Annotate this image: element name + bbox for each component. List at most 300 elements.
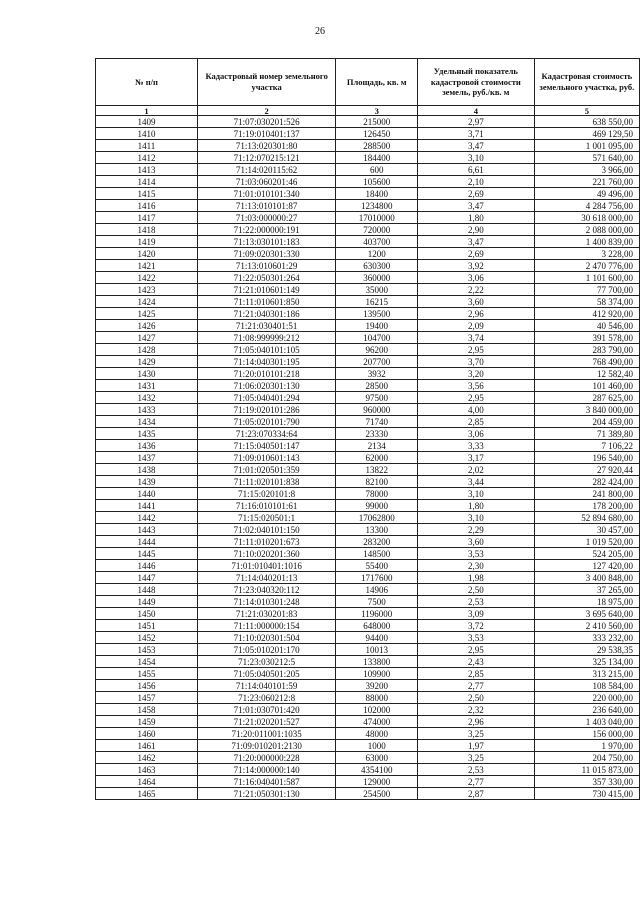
table-row — [96, 740, 640, 752]
cell-cadastral-value: 1 001 095,00 — [534, 140, 639, 152]
table-row — [96, 500, 640, 512]
table-row — [96, 716, 640, 728]
cell-cadastral-number: 71:14:040301:195 — [197, 356, 335, 368]
cell-unit-value: 3,47 — [418, 140, 535, 152]
table-row — [96, 116, 640, 128]
cell-area: 184400 — [336, 152, 418, 164]
cell-unit-value: 2,85 — [418, 668, 535, 680]
table-row — [96, 620, 640, 632]
cell-index: 1443 — [96, 524, 198, 536]
cell-index: 1425 — [96, 308, 198, 320]
table-row — [96, 704, 640, 716]
cell-index: 1462 — [96, 752, 198, 764]
cell-index: 1449 — [96, 596, 198, 608]
cell-cadastral-value: 58 374,00 — [534, 296, 639, 308]
cell-unit-value: 3,06 — [418, 428, 535, 440]
cell-index: 1448 — [96, 584, 198, 596]
cell-area: 39200 — [336, 680, 418, 692]
table-row — [96, 632, 640, 644]
table-row — [96, 128, 640, 140]
cell-cadastral-value: 3 400 848,00 — [534, 572, 639, 584]
cell-cadastral-value: 12 582,40 — [534, 368, 639, 380]
table-row — [96, 488, 640, 500]
cell-cadastral-number: 71:01:010401:1016 — [197, 560, 335, 572]
cell-cadastral-number: 71:09:020301:330 — [197, 248, 335, 260]
table-row — [96, 416, 640, 428]
cell-unit-value: 2,43 — [418, 656, 535, 668]
cell-cadastral-value: 391 578,00 — [534, 332, 639, 344]
table-row — [96, 608, 640, 620]
table-row — [96, 644, 640, 656]
cell-index: 1426 — [96, 320, 198, 332]
cell-area: 13300 — [336, 524, 418, 536]
cell-index: 1455 — [96, 668, 198, 680]
cell-cadastral-value: 127 420,00 — [534, 560, 639, 572]
cell-index: 1437 — [96, 452, 198, 464]
cell-cadastral-value: 524 205,00 — [534, 548, 639, 560]
cell-cadastral-value: 204 459,00 — [534, 416, 639, 428]
cell-unit-value: 3,33 — [418, 440, 535, 452]
cell-unit-value: 2,53 — [418, 764, 535, 776]
cell-cadastral-value: 4 284 756,00 — [534, 200, 639, 212]
cell-cadastral-number: 71:03:060201:46 — [197, 176, 335, 188]
cell-unit-value: 3,92 — [418, 260, 535, 272]
table-row — [96, 224, 640, 236]
cell-index: 1409 — [96, 116, 198, 128]
cell-cadastral-number: 71:05:040401:294 — [197, 392, 335, 404]
cell-cadastral-value: 283 790,00 — [534, 344, 639, 356]
cell-cadastral-value: 178 200,00 — [534, 500, 639, 512]
cell-index: 1463 — [96, 764, 198, 776]
cell-index: 1447 — [96, 572, 198, 584]
cell-area: 1234800 — [336, 200, 418, 212]
cell-index: 1420 — [96, 248, 198, 260]
cell-cadastral-value: 77 700,00 — [534, 284, 639, 296]
cell-cadastral-number: 71:05:040101:105 — [197, 344, 335, 356]
cell-area: 17010000 — [336, 212, 418, 224]
cell-area: 630300 — [336, 260, 418, 272]
cell-cadastral-value: 282 424,00 — [534, 476, 639, 488]
cell-unit-value: 3,53 — [418, 632, 535, 644]
cell-cadastral-number: 71:21:030201:83 — [197, 608, 335, 620]
cell-cadastral-number: 71:16:040401:587 — [197, 776, 335, 788]
cell-unit-value: 6,61 — [418, 164, 535, 176]
cell-cadastral-value: 49 496,00 — [534, 188, 639, 200]
cell-unit-value: 3,74 — [418, 332, 535, 344]
cell-cadastral-value: 325 134,00 — [534, 656, 639, 668]
cell-cadastral-number: 71:09:010201:2130 — [197, 740, 335, 752]
cell-index: 1464 — [96, 776, 198, 788]
cell-cadastral-number: 71:23:030212:5 — [197, 656, 335, 668]
cell-unit-value: 3,10 — [418, 152, 535, 164]
cell-unit-value: 3,06 — [418, 272, 535, 284]
cell-index: 1429 — [96, 356, 198, 368]
cell-cadastral-value: 730 415,00 — [534, 788, 639, 800]
cell-area: 17062800 — [336, 512, 418, 524]
cell-cadastral-number: 71:19:020101:286 — [197, 404, 335, 416]
table-row — [96, 680, 640, 692]
cell-cadastral-number: 71:14:010301:248 — [197, 596, 335, 608]
cell-unit-value: 3,56 — [418, 380, 535, 392]
cell-cadastral-value: 196 540,00 — [534, 452, 639, 464]
cell-area: 97500 — [336, 392, 418, 404]
cell-index: 1416 — [96, 200, 198, 212]
table-row — [96, 332, 640, 344]
cell-area: 88000 — [336, 692, 418, 704]
cell-cadastral-number: 71:07:030201:526 — [197, 116, 335, 128]
cell-area: 94400 — [336, 632, 418, 644]
cell-area: 10013 — [336, 644, 418, 656]
cell-index: 1446 — [96, 560, 198, 572]
table-row — [96, 524, 640, 536]
cell-cadastral-number: 71:09:010601:143 — [197, 452, 335, 464]
cell-cadastral-number: 71:01:020501:359 — [197, 464, 335, 476]
cell-index: 1451 — [96, 620, 198, 632]
cell-unit-value: 3,10 — [418, 512, 535, 524]
cell-index: 1433 — [96, 404, 198, 416]
cell-index: 1431 — [96, 380, 198, 392]
header-unit-value: Удельный показатель кадастровой стоимости земель, руб./кв. м — [418, 59, 535, 106]
cell-index: 1465 — [96, 788, 198, 800]
header-cadastral-number: Кадастровый номер земельного участка — [197, 59, 335, 106]
cell-cadastral-number: 71:21:050301:130 — [197, 788, 335, 800]
cell-unit-value: 3,60 — [418, 296, 535, 308]
cell-cadastral-number: 71:11:000000:154 — [197, 620, 335, 632]
table-row — [96, 548, 640, 560]
cell-unit-value: 2,69 — [418, 248, 535, 260]
cell-cadastral-number: 71:21:020201:527 — [197, 716, 335, 728]
cell-unit-value: 4,00 — [418, 404, 535, 416]
cell-cadastral-number: 71:23:070334:64 — [197, 428, 335, 440]
cell-cadastral-number: 71:21:030401:51 — [197, 320, 335, 332]
column-number: 5 — [534, 106, 639, 116]
header-cadastral-value: Кадастровая стоимость земельного участка, руб. — [534, 59, 639, 106]
cell-cadastral-value: 3 840 000,00 — [534, 404, 639, 416]
cell-area: 82100 — [336, 476, 418, 488]
cell-area: 14906 — [336, 584, 418, 596]
cell-area: 62000 — [336, 452, 418, 464]
table-body — [96, 116, 640, 800]
cell-cadastral-value: 30 618 000,00 — [534, 212, 639, 224]
cell-unit-value: 2,96 — [418, 716, 535, 728]
cell-unit-value: 2,77 — [418, 776, 535, 788]
cell-area: 2134 — [336, 440, 418, 452]
cell-area: 139500 — [336, 308, 418, 320]
cell-unit-value: 3,60 — [418, 536, 535, 548]
table-row — [96, 752, 640, 764]
cell-index: 1424 — [96, 296, 198, 308]
cell-area: 283200 — [336, 536, 418, 548]
cell-cadastral-number: 71:11:010201:673 — [197, 536, 335, 548]
cell-unit-value: 2,22 — [418, 284, 535, 296]
cell-unit-value: 2,90 — [418, 224, 535, 236]
table-row — [96, 284, 640, 296]
cell-cadastral-number: 71:13:030101:183 — [197, 236, 335, 248]
table-row — [96, 392, 640, 404]
cell-index: 1457 — [96, 692, 198, 704]
cell-unit-value: 2,50 — [418, 692, 535, 704]
cell-index: 1456 — [96, 680, 198, 692]
cell-unit-value: 2,50 — [418, 584, 535, 596]
cell-index: 1439 — [96, 476, 198, 488]
cell-cadastral-value: 412 920,00 — [534, 308, 639, 320]
column-number: 3 — [336, 106, 418, 116]
cell-unit-value: 1,80 — [418, 500, 535, 512]
table-row — [96, 404, 640, 416]
cell-cadastral-value: 156 000,00 — [534, 728, 639, 740]
table-row — [96, 152, 640, 164]
table-row — [96, 668, 640, 680]
cell-index: 1435 — [96, 428, 198, 440]
cell-index: 1428 — [96, 344, 198, 356]
cell-area: 99000 — [336, 500, 418, 512]
cell-unit-value: 3,25 — [418, 728, 535, 740]
cell-index: 1438 — [96, 464, 198, 476]
cell-cadastral-number: 71:20:011001:1035 — [197, 728, 335, 740]
table-row — [96, 440, 640, 452]
cell-cadastral-value: 29 538,35 — [534, 644, 639, 656]
cell-unit-value: 2,69 — [418, 188, 535, 200]
table-row — [96, 476, 640, 488]
table-row — [96, 212, 640, 224]
cell-index: 1461 — [96, 740, 198, 752]
cell-unit-value: 3,71 — [418, 128, 535, 140]
cell-cadastral-number: 71:20:000000:228 — [197, 752, 335, 764]
cell-index: 1453 — [96, 644, 198, 656]
cell-unit-value: 2,77 — [418, 680, 535, 692]
cell-cadastral-number: 71:19:010401:137 — [197, 128, 335, 140]
cell-unit-value: 2,09 — [418, 320, 535, 332]
cell-area: 16215 — [336, 296, 418, 308]
table-row — [96, 296, 640, 308]
cell-cadastral-value: 333 232,00 — [534, 632, 639, 644]
cell-cadastral-number: 71:16:010101:61 — [197, 500, 335, 512]
cell-area: 254500 — [336, 788, 418, 800]
cell-index: 1440 — [96, 488, 198, 500]
table-row — [96, 176, 640, 188]
table-row — [96, 572, 640, 584]
cell-cadastral-number: 71:03:000000:27 — [197, 212, 335, 224]
cell-cadastral-number: 71:10:020201:360 — [197, 548, 335, 560]
cell-area: 648000 — [336, 620, 418, 632]
table-row — [96, 776, 640, 788]
cell-area: 18400 — [336, 188, 418, 200]
cell-index: 1414 — [96, 176, 198, 188]
cell-cadastral-number: 71:01:030701:420 — [197, 704, 335, 716]
cell-area: 48000 — [336, 728, 418, 740]
cell-cadastral-number: 71:06:020301:130 — [197, 380, 335, 392]
cell-cadastral-number: 71:14:040201:13 — [197, 572, 335, 584]
table-row — [96, 140, 640, 152]
cell-cadastral-value: 27 920,44 — [534, 464, 639, 476]
cell-unit-value: 2,85 — [418, 416, 535, 428]
cell-cadastral-number: 71:14:020115:62 — [197, 164, 335, 176]
cell-area: 126450 — [336, 128, 418, 140]
cadastral-table — [95, 58, 640, 800]
table-row — [96, 764, 640, 776]
cell-area: 71740 — [336, 416, 418, 428]
cell-cadastral-value: 220 000,00 — [534, 692, 639, 704]
column-number: 4 — [418, 106, 535, 116]
cell-cadastral-value: 2 410 560,00 — [534, 620, 639, 632]
page-number: 26 — [315, 26, 325, 37]
cell-unit-value: 2,29 — [418, 524, 535, 536]
table-row — [96, 356, 640, 368]
cell-cadastral-value: 1 101 600,00 — [534, 272, 639, 284]
cell-cadastral-number: 71:02:040101:150 — [197, 524, 335, 536]
table-row — [96, 320, 640, 332]
cell-cadastral-number: 71:12:070215:121 — [197, 152, 335, 164]
cell-index: 1441 — [96, 500, 198, 512]
cell-cadastral-value: 357 330,00 — [534, 776, 639, 788]
column-number: 2 — [197, 106, 335, 116]
cell-area: 360000 — [336, 272, 418, 284]
cell-unit-value: 3,09 — [418, 608, 535, 620]
cell-cadastral-number: 71:21:040301:186 — [197, 308, 335, 320]
cell-unit-value: 3,72 — [418, 620, 535, 632]
cell-index: 1415 — [96, 188, 198, 200]
table-row — [96, 560, 640, 572]
cell-cadastral-number: 71:22:000000:191 — [197, 224, 335, 236]
header-index: № п/п — [96, 59, 198, 106]
cell-unit-value: 2,10 — [418, 176, 535, 188]
cell-area: 1196000 — [336, 608, 418, 620]
cell-cadastral-value: 37 265,00 — [534, 584, 639, 596]
cell-cadastral-number: 71:05:040501:205 — [197, 668, 335, 680]
cell-index: 1450 — [96, 608, 198, 620]
cell-unit-value: 2,96 — [418, 308, 535, 320]
cell-area: 63000 — [336, 752, 418, 764]
cell-area: 960000 — [336, 404, 418, 416]
cell-index: 1413 — [96, 164, 198, 176]
cell-index: 1445 — [96, 548, 198, 560]
cell-unit-value: 3,10 — [418, 488, 535, 500]
cell-index: 1452 — [96, 632, 198, 644]
cell-cadastral-value: 241 800,00 — [534, 488, 639, 500]
table-row — [96, 344, 640, 356]
cell-area: 23330 — [336, 428, 418, 440]
cell-cadastral-number: 71:05:020101:790 — [197, 416, 335, 428]
cell-unit-value: 3,25 — [418, 752, 535, 764]
cell-cadastral-number: 71:13:010601:29 — [197, 260, 335, 272]
table-row — [96, 428, 640, 440]
cell-cadastral-value: 236 640,00 — [534, 704, 639, 716]
cell-index: 1434 — [96, 416, 198, 428]
cell-unit-value: 3,47 — [418, 200, 535, 212]
cell-cadastral-value: 768 490,00 — [534, 356, 639, 368]
table-row — [96, 512, 640, 524]
cell-cadastral-number: 71:23:040320:112 — [197, 584, 335, 596]
cell-cadastral-value: 18 975,00 — [534, 596, 639, 608]
cell-area: 215000 — [336, 116, 418, 128]
cell-index: 1427 — [96, 332, 198, 344]
cell-cadastral-value: 1 400 839,00 — [534, 236, 639, 248]
cell-index: 1411 — [96, 140, 198, 152]
cell-area: 288500 — [336, 140, 418, 152]
table-row — [96, 308, 640, 320]
cell-area: 474000 — [336, 716, 418, 728]
cell-unit-value: 2,53 — [418, 596, 535, 608]
cell-index: 1422 — [96, 272, 198, 284]
cell-index: 1459 — [96, 716, 198, 728]
header-row — [96, 59, 640, 106]
cell-cadastral-value: 1 019 520,00 — [534, 536, 639, 548]
cell-unit-value: 2,97 — [418, 116, 535, 128]
cell-index: 1417 — [96, 212, 198, 224]
cell-unit-value: 2,87 — [418, 788, 535, 800]
table-row — [96, 164, 640, 176]
cell-area: 4354100 — [336, 764, 418, 776]
cell-index: 1430 — [96, 368, 198, 380]
cell-area: 55400 — [336, 560, 418, 572]
cell-cadastral-value: 108 584,00 — [534, 680, 639, 692]
cell-area: 102000 — [336, 704, 418, 716]
cell-area: 1000 — [336, 740, 418, 752]
cell-cadastral-value: 2 470 776,00 — [534, 260, 639, 272]
cell-area: 7500 — [336, 596, 418, 608]
cell-index: 1458 — [96, 704, 198, 716]
cell-cadastral-value: 287 625,00 — [534, 392, 639, 404]
table-row — [96, 452, 640, 464]
cell-unit-value: 2,95 — [418, 344, 535, 356]
cell-cadastral-value: 1 970,00 — [534, 740, 639, 752]
cell-area: 78000 — [336, 488, 418, 500]
cell-cadastral-number: 71:14:000000:140 — [197, 764, 335, 776]
cell-index: 1410 — [96, 128, 198, 140]
cell-cadastral-number: 71:10:020301:504 — [197, 632, 335, 644]
cell-cadastral-value: 204 750,00 — [534, 752, 639, 764]
cell-area: 1200 — [336, 248, 418, 260]
table-row — [96, 368, 640, 380]
cell-index: 1442 — [96, 512, 198, 524]
cell-unit-value: 3,70 — [418, 356, 535, 368]
cell-unit-value: 3,47 — [418, 236, 535, 248]
cell-cadastral-number: 71:15:020501:1 — [197, 512, 335, 524]
column-number: 1 — [96, 106, 198, 116]
cell-cadastral-value: 11 015 873,00 — [534, 764, 639, 776]
cell-cadastral-number: 71:13:010101:87 — [197, 200, 335, 212]
cell-index: 1418 — [96, 224, 198, 236]
cell-area: 109900 — [336, 668, 418, 680]
cell-cadastral-number: 71:22:050301:264 — [197, 272, 335, 284]
cell-cadastral-value: 101 460,00 — [534, 380, 639, 392]
cell-cadastral-value: 30 457,00 — [534, 524, 639, 536]
cell-unit-value: 1,97 — [418, 740, 535, 752]
cell-area: 28500 — [336, 380, 418, 392]
cell-unit-value: 2,95 — [418, 392, 535, 404]
cell-cadastral-number: 71:15:040501:147 — [197, 440, 335, 452]
cell-cadastral-number: 71:20:010101:218 — [197, 368, 335, 380]
cell-area: 148500 — [336, 548, 418, 560]
table-row — [96, 728, 640, 740]
cell-cadastral-number: 71:23:060212:8 — [197, 692, 335, 704]
table-row — [96, 788, 640, 800]
cell-cadastral-value: 3 695 640,00 — [534, 608, 639, 620]
cell-unit-value: 2,02 — [418, 464, 535, 476]
cell-index: 1419 — [96, 236, 198, 248]
table-row — [96, 272, 640, 284]
cell-area: 35000 — [336, 284, 418, 296]
table-row — [96, 536, 640, 548]
cell-cadastral-number: 71:01:010101:340 — [197, 188, 335, 200]
table-row — [96, 596, 640, 608]
column-number-row — [96, 106, 640, 116]
header-area: Площадь, кв. м — [336, 59, 418, 106]
cell-unit-value: 3,20 — [418, 368, 535, 380]
cell-cadastral-value: 571 640,00 — [534, 152, 639, 164]
cell-unit-value: 2,32 — [418, 704, 535, 716]
cell-area: 403700 — [336, 236, 418, 248]
